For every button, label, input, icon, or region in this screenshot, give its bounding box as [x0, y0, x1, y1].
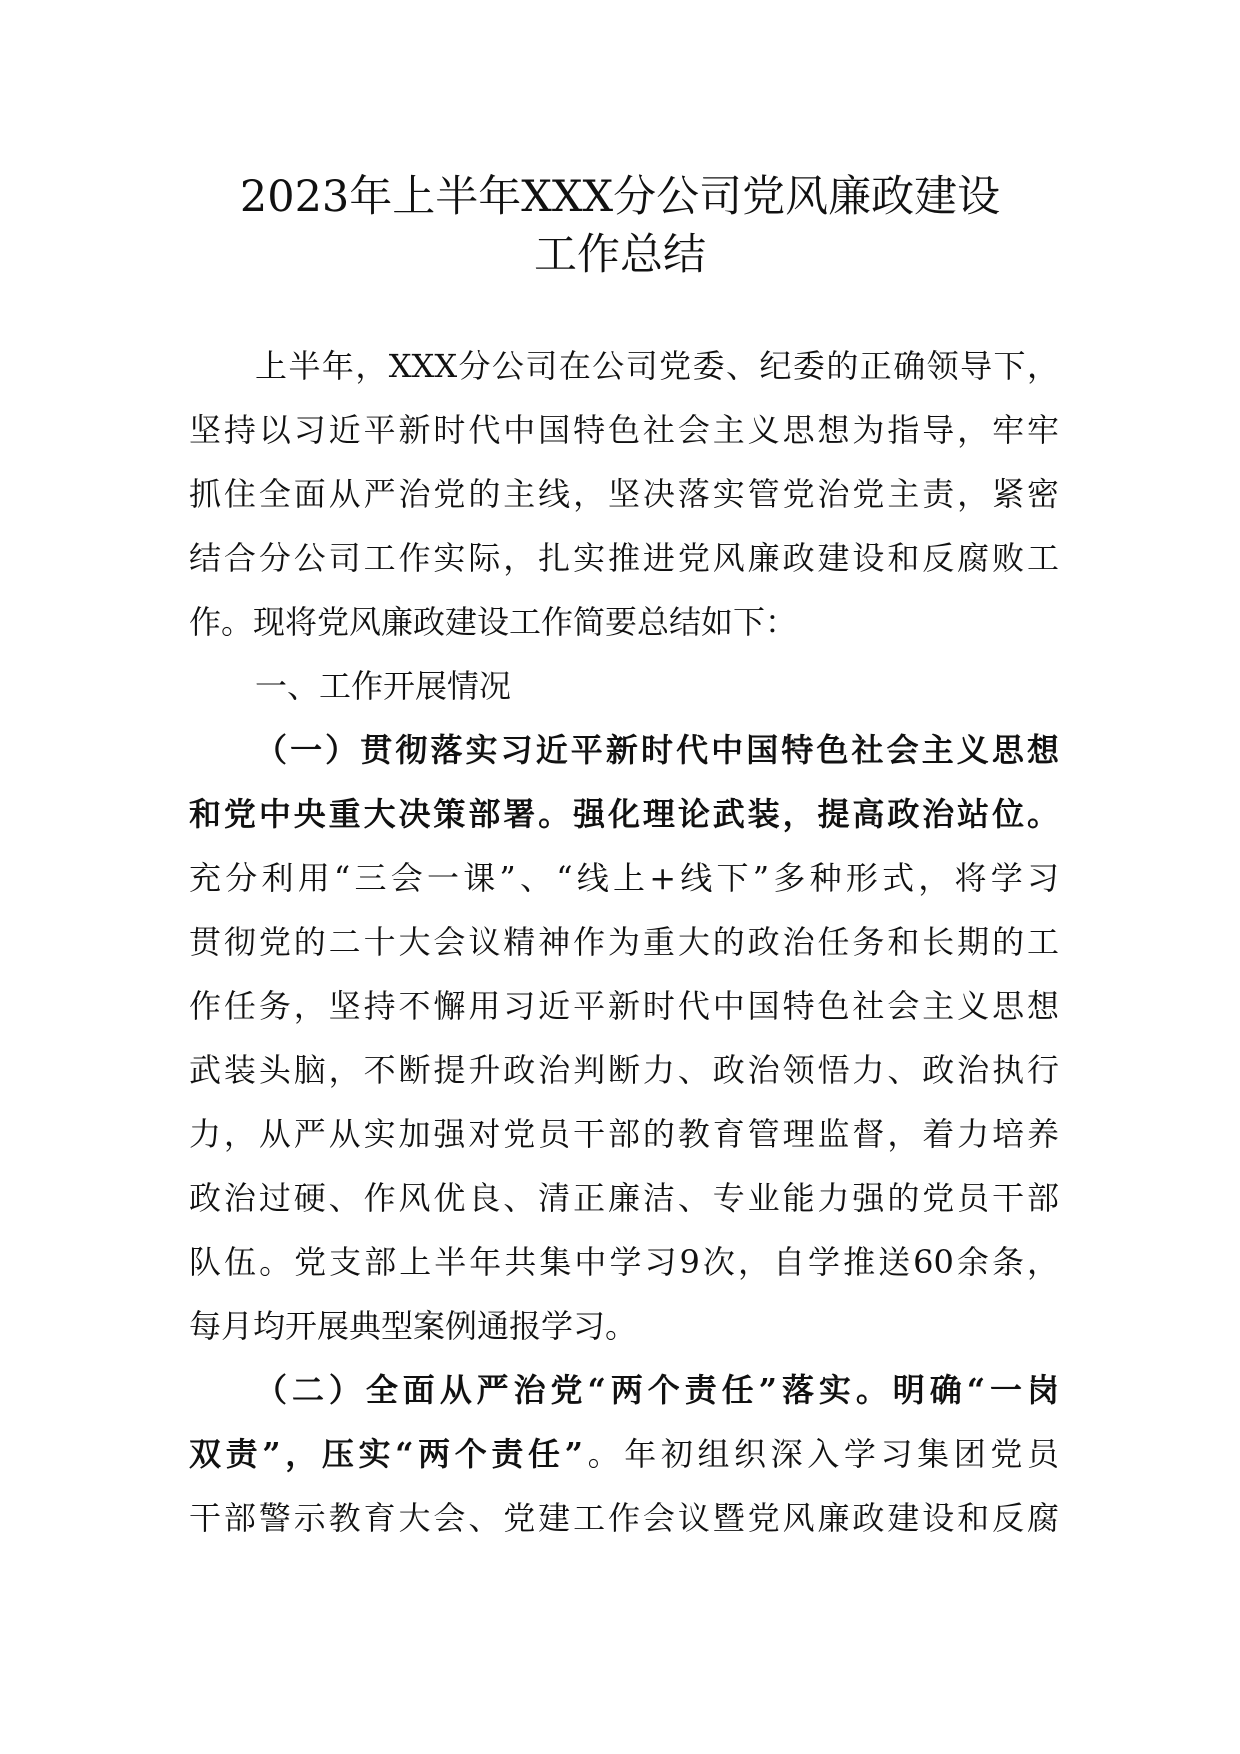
document-title	[190, 168, 1050, 284]
text-line: 作。现将党风廉政建设工作简要总结如下：	[189, 603, 798, 641]
text-line: （一）贯彻落实习近平新时代中国特色社会主义思想	[255, 731, 1059, 769]
text-line: 抓住全面从严治党的主线，坚决落实管党治党主责，紧密	[189, 475, 1059, 513]
text-line: 一、工作开展情况	[255, 667, 512, 705]
text-line: 每月均开展典型案例通报学习。	[189, 1307, 638, 1345]
text-segment: 双责”，压实“两个责任”	[189, 1435, 583, 1473]
text-line: 充分利用“三会一课”、“线上+线下”多种形式，将学习	[189, 859, 1059, 897]
title-line-1: 2023年上半年XXX分公司党风廉政建设	[239, 172, 1001, 222]
text-line: 贯彻党的二十大会议精神作为重大的政治任务和长期的工	[189, 923, 1059, 961]
text-line: 队伍。党支部上半年共集中学习9次，自学推送60余条，	[189, 1243, 1059, 1281]
text-line: 政治过硬、作风优良、清正廉洁、专业能力强的党员干部	[189, 1179, 1059, 1217]
text-line: 力，从严从实加强对党员干部的教育管理监督，着力培养	[189, 1115, 1059, 1153]
text-segment: （二）全面从严治党“两个责任”落实。明确“一岗	[255, 1371, 1059, 1409]
text-line: 干部警示教育大会、党建工作会议暨党风廉政建设和反腐	[189, 1499, 1059, 1537]
title-line-2: 工作总结	[534, 230, 706, 280]
text-line	[189, 1422, 1059, 1486]
text-line: 作任务，坚持不懈用习近平新时代中国特色社会主义思想	[189, 987, 1059, 1025]
text-line: 坚持以习近平新时代中国特色社会主义思想为指导，牢牢	[189, 411, 1059, 449]
text-line: 上半年，XXX分公司在公司党委、纪委的正确领导下，	[255, 347, 1059, 385]
text-line: 和党中央重大决策部署。强化理论武装，提高政治站位。	[189, 795, 1059, 833]
text-line: 武装头脑，不断提升政治判断力、政治领悟力、政治执行	[189, 1051, 1059, 1089]
text-segment: 。年初组织深入学习集团党员	[582, 1435, 1059, 1473]
document-body	[189, 334, 1059, 1550]
text-line: 结合分公司工作实际，扎实推进党风廉政建设和反腐败工	[189, 539, 1059, 577]
text-line	[189, 1358, 1059, 1422]
